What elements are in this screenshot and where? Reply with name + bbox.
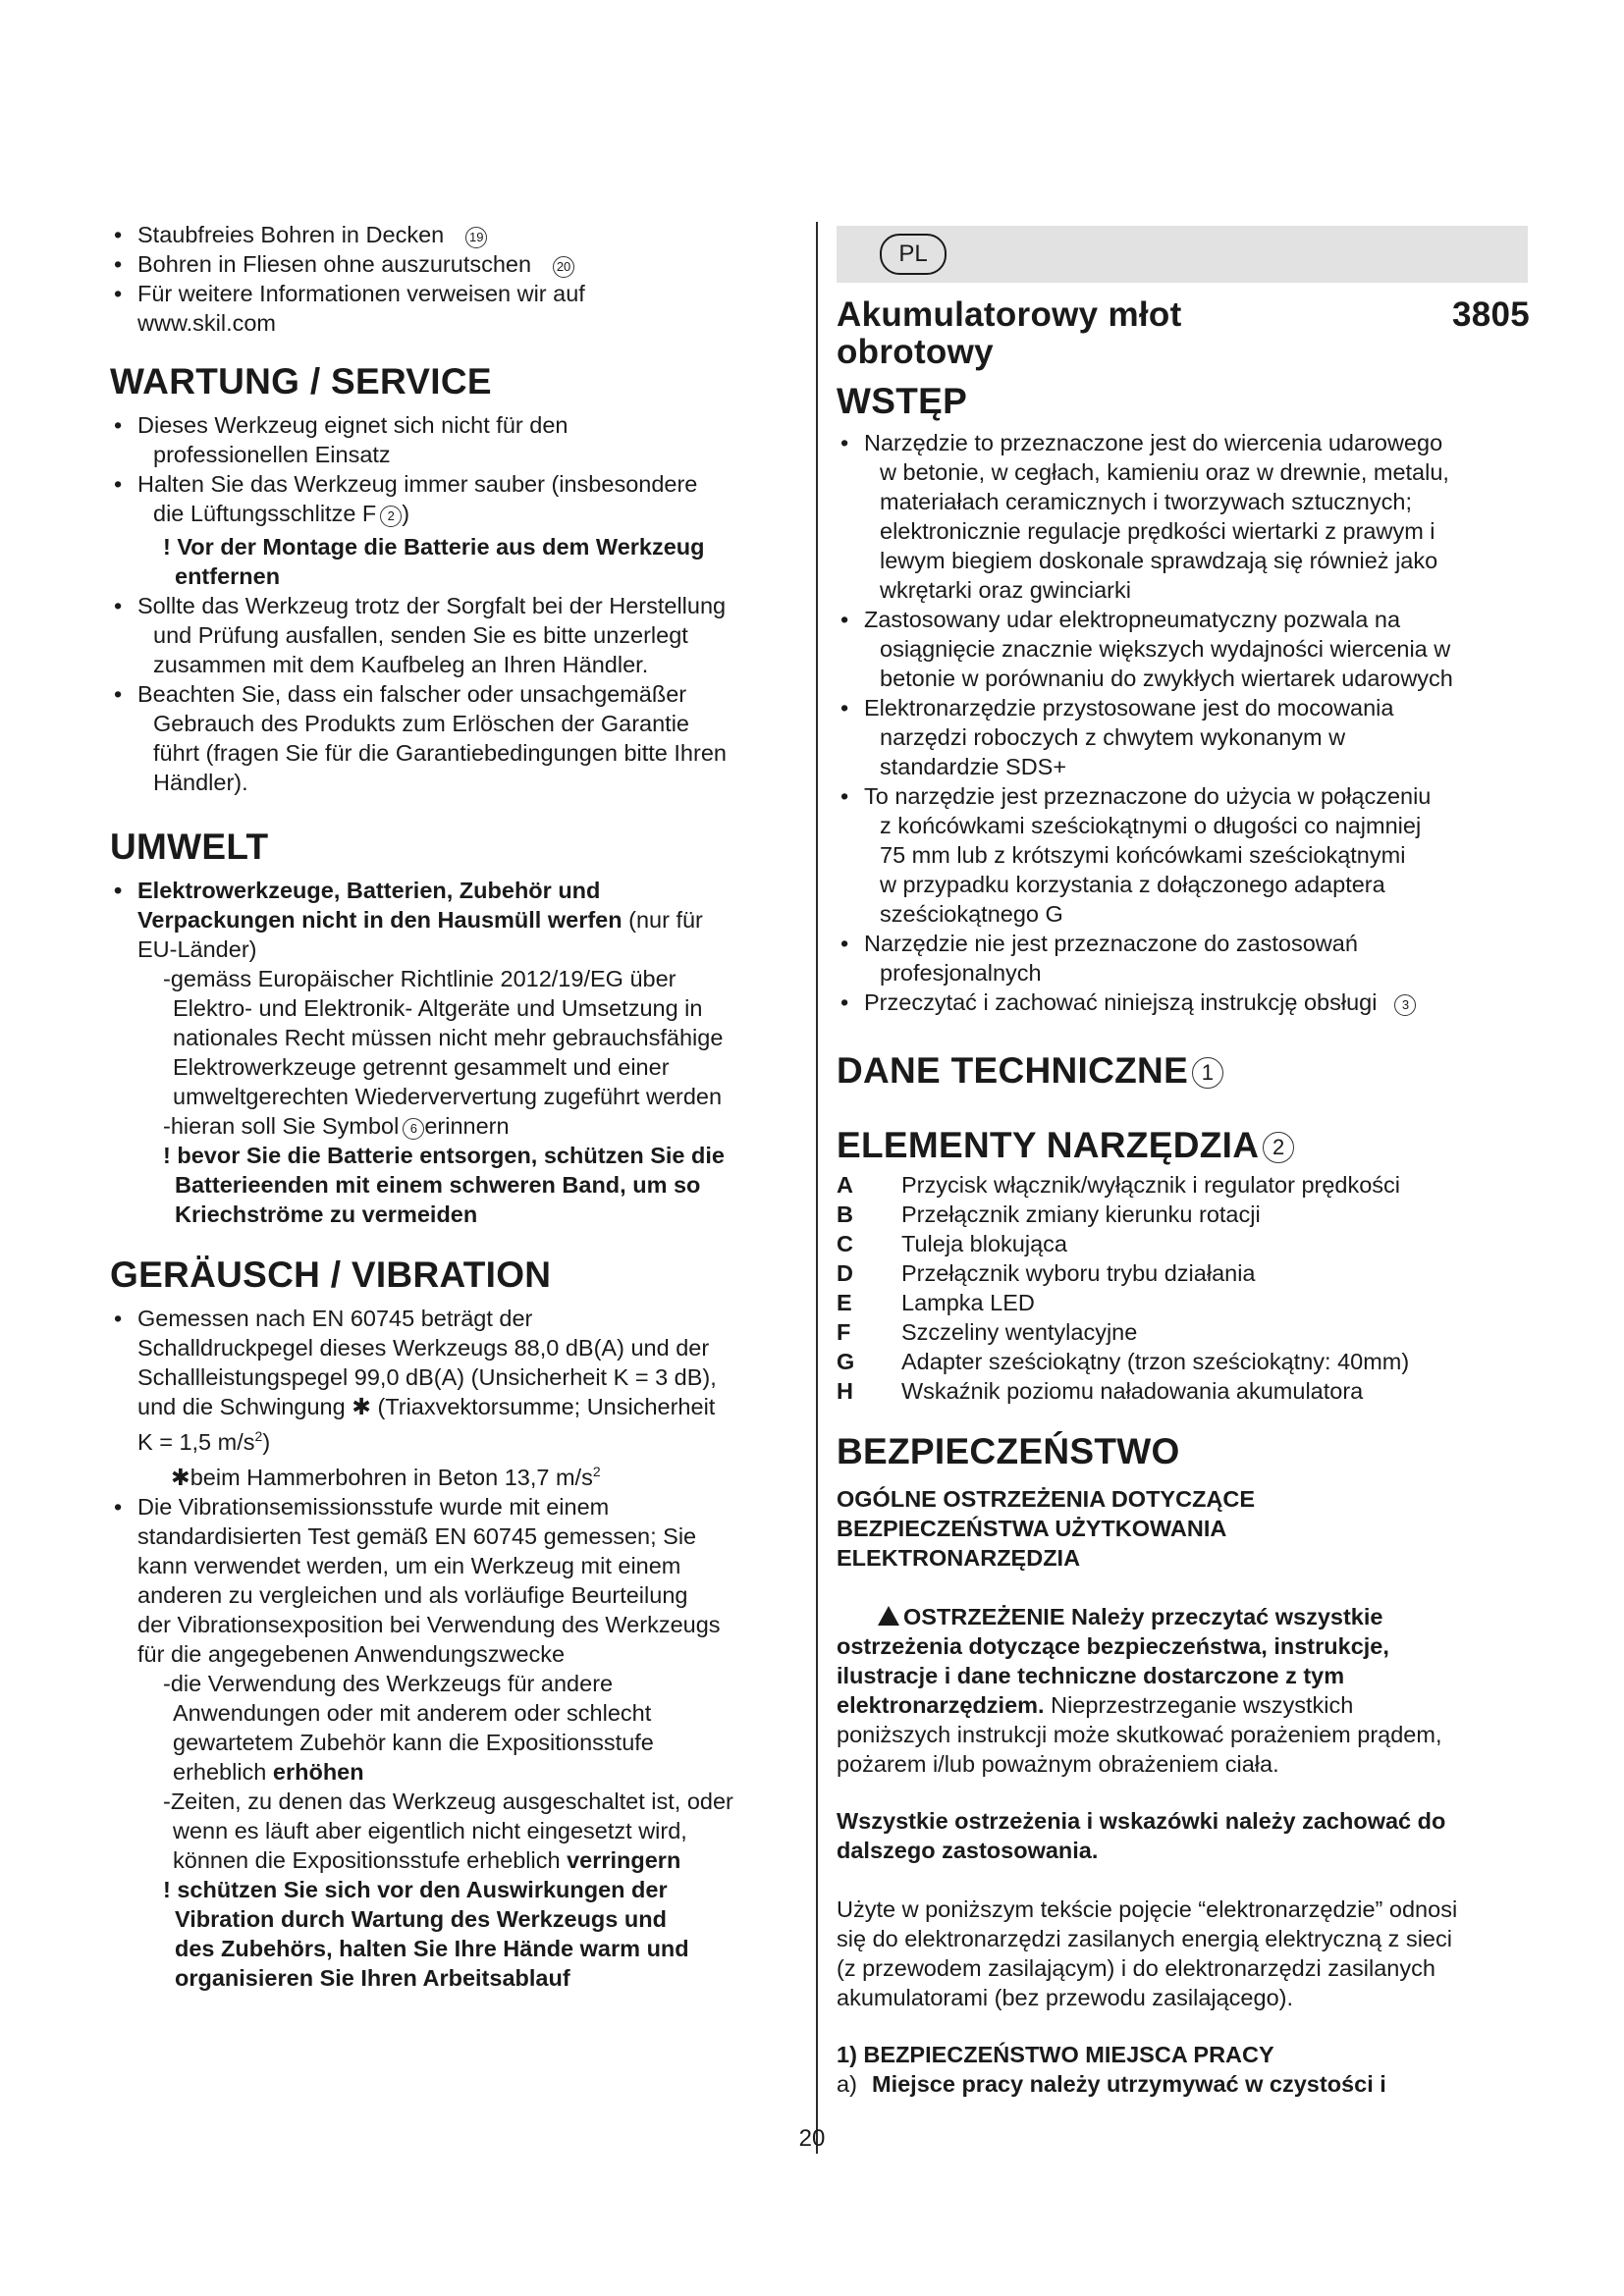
- warning-text: ! Vor der Montage die Batterie aus dem Werkzeug: [163, 534, 705, 560]
- list-item: B Przełącznik zmiany kierunku rotacji: [837, 1201, 1261, 1227]
- section-title-umwelt: UMWELT: [110, 827, 269, 867]
- list-item: a) Miejsce pracy należy utrzymywać w czystości i: [837, 2071, 1386, 2097]
- list-item: E Lampka LED: [837, 1290, 1035, 1315]
- language-header-bar: [837, 226, 1528, 283]
- list-item: • Beachten Sie, dass ein falscher oder unsachgemäßer: [110, 679, 797, 709]
- product-title: Akumulatorowy młot obrotowy 3805: [837, 295, 1530, 371]
- subsection-title: 1) BEZPIECZEŃSTWO MIEJSCA PRACY: [837, 2042, 1274, 2067]
- page-number: 20: [798, 2125, 826, 2152]
- ref-number-icon: 19: [465, 227, 487, 248]
- subsection-title: OGÓLNE OSTRZEŻENIA DOTYCZĄCE BEZPIECZEŃSTWA UŻYTKOWANIA ELEKTRONARZĘDZIA: [837, 1486, 1256, 1571]
- link-text: www.skil.com: [137, 310, 277, 336]
- ref-number-icon: 2: [1263, 1132, 1294, 1163]
- column-divider: [816, 222, 818, 2154]
- list-item: • Dieses Werkzeug eignet sich nicht für den: [110, 410, 797, 440]
- list-item: • Elektrowerkzeuge, Batterien, Zubehör und: [110, 876, 797, 905]
- warning-triangle-icon: [878, 1606, 899, 1626]
- warning-text: ! schützen Sie sich vor den Auswirkungen der: [163, 1876, 668, 1902]
- list-item: • Die Vibrationsemissionsstufe wurde mit einem: [110, 1492, 797, 1522]
- list-item: • Zastosowany udar elektropneumatyczny pozwala na: [837, 605, 1530, 634]
- list-item: G Adapter sześciokątny (trzon sześciokątny: 40mm): [837, 1349, 1410, 1374]
- section-title-wstep: WSTĘP: [837, 381, 968, 421]
- section-title-elementy: ELEMENTY NARZĘDZIA 2: [837, 1125, 1530, 1166]
- ref-number-icon: 20: [553, 256, 574, 278]
- list-item: D Przełącznik wyboru trybu działania: [837, 1260, 1256, 1286]
- language-badge: PL: [880, 234, 947, 275]
- list-item: • Elektronarzędzie przystosowane jest do mocowania: [837, 693, 1530, 722]
- parts-list: [837, 1170, 1530, 1406]
- warning-block: OSTRZEŻENIE Należy przeczytać wszystkie ostrzeżenia dotyczące bezpieczeństwa, instrukcje, ilustracje i dane techniczne dostarczone z tym elektronarzędziem. Nieprzestrzeganie wszystkich poniższych instrukcji może skutkować porażeniem prądem, pożarem i/lub poważnym obrażeniem ciała.: [837, 1604, 1442, 1777]
- star-icon: ✱: [171, 1464, 190, 1490]
- list-item: H Wskaźnik poziomu naładowania akumulatora: [837, 1378, 1364, 1404]
- star-icon: ✱: [352, 1394, 371, 1419]
- ref-number-icon: 1: [1192, 1057, 1223, 1089]
- definition-paragraph: Użyte w poniższym tekście pojęcie “elektronarzędzie” odnosi się do elektronarzędzi zasilanych energią elektryczną z sieci (z przewodem zasilającym) i do elektronarzędzi zasilanych akumulatorami (bez przewodu zasilającego).: [837, 1896, 1458, 2010]
- section-title-geraeusch: GERÄUSCH / VIBRATION: [110, 1255, 552, 1295]
- list-item: • Przeczytać i zachować niniejszą instrukcję obsługi 3: [837, 988, 1530, 1017]
- list-item: C Tuleja blokująca: [837, 1231, 1067, 1256]
- left-column: • Staubfreies Bohren in Decken 19 • Bohren in Fliesen ohne auszurutschen 20 • Für weitere Informationen verweisen wir auf www.skil.com WARTUNG / SERVICE • Dieses Werkzeug eignet sich nicht für den professionellen Einsatz • Halten Sie das Werkzeug immer sauber (insbesondere die Lüftungsschlitze F 2 ) ! Vor der Montage die Batterie aus dem Werkzeug entfernen • Sollte das Werkzeug trotz der Sorgfalt bei der Herstellung und Prüfung ausfallen, senden Sie es bitte unzerlegt zusammen mit dem Kaufbeleg an Ihren Händler. • Beachten Sie, dass ein falscher oder unsachgemäßer Gebrauch des Produkts zum Erlöschen der Garantie führt (fragen Sie für die Garantiebedingungen bitte Ihren Händler). UMWELT • Elektrowerkzeuge, Batterien, Zubehör und Verpackungen nicht in den Hausmüll werfen (nur für EU-Länder) -gemäss Europäischer Richtlinie 2012/19/EG über Elektro- und Elektronik- Altgeräte und Umsetzung in nationales Recht müssen nicht mehr gebrauchsfähige Elektrowerkzeuge getrennt gesammelt und einer umweltgerechten Wiederververtung zugeführt werden -hieran soll Sie Symbol 6 erinnern ! bevor Sie die Batterie entsorgen, schützen Sie die Batterieenden mit einem schweren Band, um so Kriechströme zu vermeiden GERÄUSCH / VIBRATION • Gemessen nach EN 60745 beträgt der Schalldruckpegel dieses Werkzeugs 88,0 dB(A) und der Schallleistungspegel 99,0 dB(A) (Unsicherheit K = 3 dB), und die Schwingung ✱ (Triaxvektorsumme; Unsicherheit K = 1,5 $m/s^2$) ✱beim Hammerbohren in Beton 13,7 $m/s^2$ • Die Vibrationsemissionsstufe wurde mit einem standardisierten Test gemäß EN 60745 gemessen; Sie kann verwendet werden, um ein Werkzeug mit einem anderen zu vergleichen und als vorläufige Beurteilung der Vibrationsexposition bei Verwendung des Werkzeugs für die angegebenen Anwendungszwecke -die Verwendung des Werkzeugs für andere Anwendungen oder mit anderem oder schlecht gewartetem Zubehör kann die Expositionsstufe erheblich erhöhen -Zeiten, zu denen das Werkzeug ausgeschaltet ist, oder wenn es läuft aber eigentlich nicht eingesetzt wird, können die Expositionsstufe erheblich verringern ! schützen Sie sich vor den Auswirkungen der Vibration durch Wartung des Werkzeugs und des Zubehörs, halten Sie Ihre Hände warm und organisieren Sie Ihren Arbeitsablauf: [110, 220, 797, 1993]
- warning-text: ! bevor Sie die Batterie entsorgen, schützen Sie die: [163, 1143, 725, 1168]
- list-item: • Staubfreies Bohren in Decken 19: [110, 220, 797, 249]
- model-number: 3805: [1451, 295, 1530, 334]
- section-title-dane: DANE TECHNICZNE 1: [837, 1050, 1530, 1092]
- list-item: • Halten Sie das Werkzeug immer sauber (insbesondere: [110, 469, 797, 499]
- list-item: • Für weitere Informationen verweisen wir auf: [110, 279, 797, 308]
- list-item: • Gemessen nach EN 60745 beträgt der: [110, 1304, 797, 1333]
- section-title-bezpieczenstwo: BEZPIECZEŃSTWO: [837, 1431, 1180, 1471]
- list-item: • To narzędzie jest przeznaczone do użycia w połączeniu: [837, 781, 1530, 811]
- right-column: Akumulatorowy młot obrotowy 3805 WSTĘP • Narzędzie to przeznaczone jest do wiercenia udarowego w betonie, w cegłach, kamieniu oraz w drewnie, metalu, materiałach ceramicznych i tworzywach sztucznych; elektronicznie regulacje prędkości wiertarki z prawym i lewym biegiem doskonale sprawdzają się również jako wkrętarki oraz gwinciarki • Zastosowany udar elektropneumatyczny pozwala na osiągnięcie znacznie większych wydajności wiercenia w betonie w porównaniu do zwykłych wiertarek udarowych • Elektronarzędzie przystosowane jest do mocowania narzędzi roboczych z chwytem wykonanym w standardzie SDS+ • To narzędzie jest przeznaczone do użycia w połączeniu z końcówkami sześciokątnymi o długości co najmniej 75 mm lub z krótszymi końcówkami sześciokątnymi w przypadku korzystania z dołączonego adaptera sześciokątnego G • Narzędzie nie jest przeznaczone do zastosowań profesjonalnych • Przeczytać i zachować niniejszą instrukcję obsługi 3 DANE TECHNICZNE 1 ELEMENTY NARZĘDZIA 2 A Przycisk włącznik/wyłącznik i regulator prędkości B Przełącznik zmiany kierunku rotacji C Tuleja blokująca D Przełącznik wyboru trybu działania E Lampka LED F Szczeliny wentylacyjne G Adapter sześciokątny (trzon sześciokątny: 40mm) H Wskaźnik poziomu naładowania akumulatora BEZPIECZEŃSTWO OGÓLNE OSTRZEŻENIA DOTYCZĄCE BEZPIECZEŃSTWA UŻYTKOWANIA ELEKTRONARZĘDZIA OSTRZEŻENIE Należy przeczytać wszystkie ostrzeżenia dotyczące bezpieczeństwa, instrukcje, ilustracje i dane techniczne dostarczone z tym elektronarzędziem. Nieprzestrzeganie wszystkich poniższych instrukcji może skutkować porażeniem prądem, pożarem i/lub poważnym obrażeniem ciała. Wszystkie ostrzeżenia i wskazówki należy zachować do dalszego zastosowania. Użyte w poniższym tekście pojęcie “elektronarzędzie” odnosi się do elektronarzędzi zasilanych energią elektryczną z sieci (z przewodem zasilającym) i do elektronarzędzi zasilanych akumulatorami (bez przewodu zasilającego). 1) BEZPIECZEŃSTWO MIEJSCA PRACY a) Miejsce pracy należy utrzymywać w czystości i: [837, 296, 1530, 2099]
- list-item: • Bohren in Fliesen ohne auszurutschen 20: [110, 249, 797, 279]
- ref-number-icon: 3: [1394, 994, 1416, 1016]
- keep-instructions: Wszystkie ostrzeżenia i wskazówki należy zachować do dalszego zastosowania.: [837, 1808, 1446, 1863]
- list-item: • Narzędzie to przeznaczone jest do wiercenia udarowego: [837, 428, 1530, 457]
- ref-number-icon: 2: [380, 506, 402, 527]
- list-item: A Przycisk włącznik/wyłącznik i regulator prędkości: [837, 1172, 1401, 1198]
- ref-number-icon: 6: [403, 1118, 424, 1140]
- list-item: • Sollte das Werkzeug trotz der Sorgfalt bei der Herstellung: [110, 591, 797, 620]
- list-item: • Narzędzie nie jest przeznaczone do zastosowań: [837, 929, 1530, 958]
- list-item: F Szczeliny wentylacyjne: [837, 1319, 1138, 1345]
- section-title-wartung: WARTUNG / SERVICE: [110, 361, 492, 401]
